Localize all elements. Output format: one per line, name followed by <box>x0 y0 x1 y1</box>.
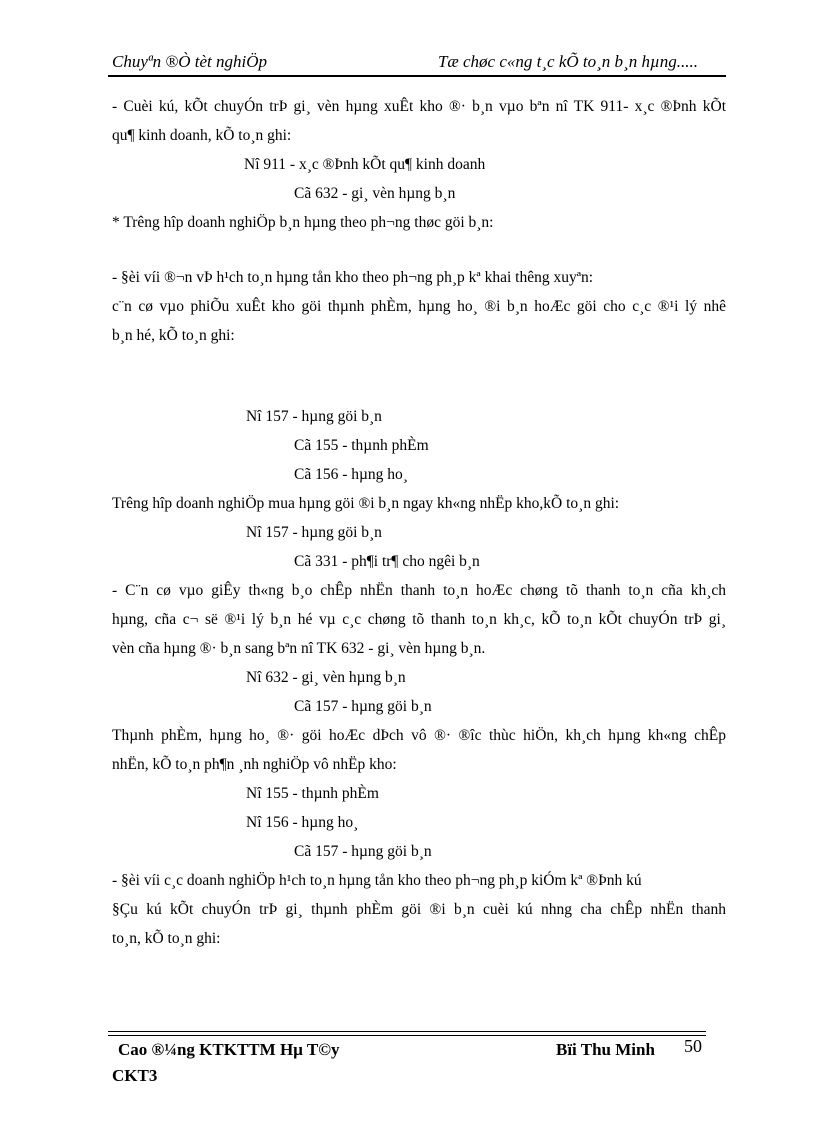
text-line: * Trêng hîp doanh nghiÖp b¸n hµng theo ph¬ng thøc göi b¸n: <box>112 214 494 231</box>
text-line: - §èi víi c¸c doanh nghiÖp h¹ch to¸n hµng tån kho theo ph¬ng ph¸p kiÓm kª ®Þnh kú <box>112 872 642 889</box>
credit-entry: Cã 157 - hµng göi b¸n <box>294 843 432 860</box>
text-line: Trêng hîp doanh nghiÖp mua hµng göi ®i b¸n ngay kh«ng nhËp kho,kÕ to¸n ghi: <box>112 495 620 512</box>
debit-entry: Nî 157 - hµng göi b¸n <box>246 524 382 541</box>
debit-entry: Nî 632 - gi¸ vèn hµng b¸n <box>246 669 406 686</box>
spacer <box>112 350 726 376</box>
text-line: c¨n cø vµo phiÕu xuÊt kho göi thµnh phÈm, hµng ho¸ ®i b¸n hoÆc göi cho c¸c ®¹i lý nhê <box>112 298 726 315</box>
text-line: Thµnh phÈm, hµng ho¸ ®· göi hoÆc dÞch vô ®· ®îc thùc hiÖn, kh¸ch hµng kh«ng chÊp <box>112 727 726 744</box>
document-body <box>112 92 726 953</box>
text-line: qu¶ kinh doanh, kÕ to¸n ghi: <box>112 127 292 144</box>
footer-school: Cao ®¼ng KTKTTM Hµ T©y <box>118 1040 340 1059</box>
credit-entry: Cã 156 - hµng ho¸ <box>294 466 408 483</box>
debit-entry: Nî 157 - hµng göi b¸n <box>246 408 382 425</box>
text-line: hµng, cña c¬ së ®¹i lý b¸n hé vµ c¸c chøng tõ thanh to¸n kh¸c, kÕ to¸n kÕt chuyÓn trÞ gi¸ <box>112 611 726 628</box>
debit-entry: Nî 911 - x¸c ®Þnh kÕt qu¶ kinh doanh <box>244 156 486 173</box>
text-line: - Cuèi kú, kÕt chuyÓn trÞ gi¸ vèn hµng xuÊt kho ®· b¸n vµo bªn nî TK 911- x¸c ®Þnh kÕt <box>112 98 726 115</box>
footer-author: Bïi Thu Minh <box>556 1040 655 1059</box>
credit-entry: Cã 157 - hµng göi b¸n <box>294 698 432 715</box>
debit-entry: Nî 155 - thµnh phÈm <box>246 785 379 802</box>
text-line: to¸n, kÕ to¸n ghi: <box>112 930 221 947</box>
footer-divider <box>108 1031 706 1036</box>
text-line: nhËn, kÕ to¸n ph¶n ¸nh nghiÖp vô nhËp kho: <box>112 756 397 773</box>
header-topic: Chuyªn ®Ò tèt nghiÖp <box>112 52 268 71</box>
page-number: 50 <box>684 1036 702 1056</box>
text-line: §Çu kú kÕt chuyÓn trÞ gi¸ thµnh phÈm göi ®i b¸n cuèi kú nhng cha chÊp nhËn thanh <box>112 901 726 918</box>
credit-entry: Cã 632 - gi¸ vèn hµng b¸n <box>294 185 456 202</box>
footer-class: CKT3 <box>112 1066 158 1085</box>
text-line: - §èi víi ®¬n vÞ h¹ch to¸n hµng tån kho theo ph¬ng ph¸p kª khai thêng xuyªn: <box>112 269 594 286</box>
spacer <box>112 237 726 263</box>
header-divider <box>108 75 726 77</box>
text-line: - C¨n cø vµo giÊy th«ng b¸o chÊp nhËn thanh to¸n hoÆc chøng tõ thanh to¸n cña kh¸ch <box>112 582 726 599</box>
header-title: Tæ chøc c«ng t¸c kÕ to¸n b¸n hµng..... <box>437 52 698 71</box>
credit-entry: Cã 155 - thµnh phÈm <box>294 437 429 454</box>
debit-entry: Nî 156 - hµng ho¸ <box>246 814 359 831</box>
spacer <box>112 376 726 402</box>
credit-entry: Cã 331 - ph¶i tr¶ cho ngêi b¸n <box>294 553 480 570</box>
text-line: b¸n hé, kÕ to¸n ghi: <box>112 327 235 344</box>
text-line: vèn cña hµng ®· b¸n sang bªn nî TK 632 - gi¸ vèn hµng b¸n. <box>112 640 486 657</box>
